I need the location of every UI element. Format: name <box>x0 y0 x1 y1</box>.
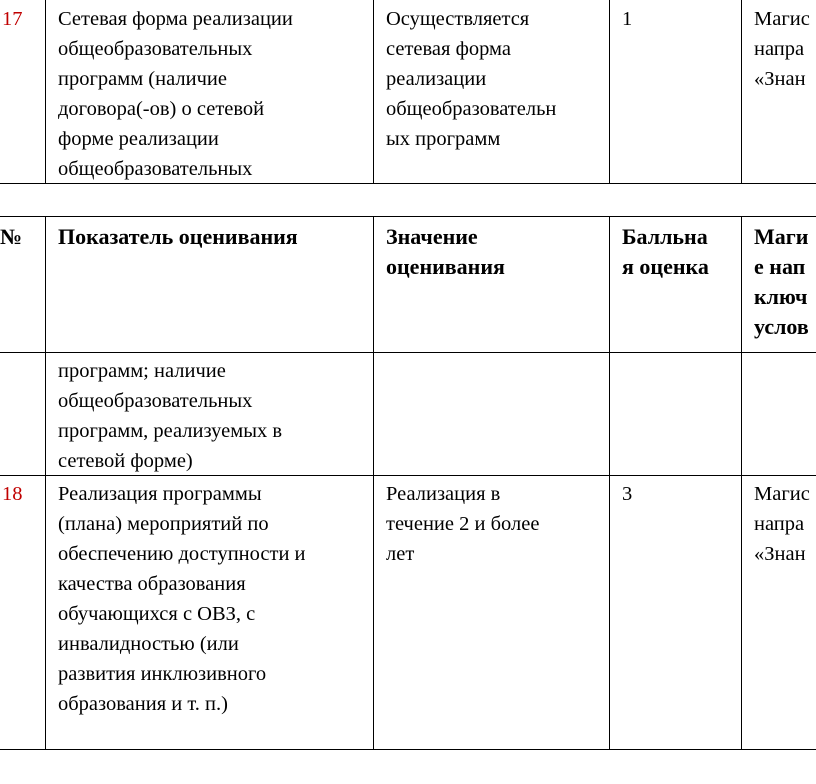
row17-indicator: Сетевая форма реализации общеобразовательных программ (наличие договора(-ов) о сетевой форме реализации общеобразовательных <box>58 8 293 180</box>
row17-score: 1 <box>622 8 633 30</box>
header-top-border <box>0 216 816 217</box>
header-number: № <box>0 224 23 249</box>
col-border-1b <box>45 216 46 750</box>
row18-bottom-border <box>0 749 816 750</box>
col-border-3 <box>609 0 610 183</box>
row18-number: 18 <box>2 483 23 505</box>
row17-number: 17 <box>2 8 23 30</box>
row17-indicator-continued: программ; наличие общеобразовательных программ, реализуемых в сетевой форме) <box>58 360 283 472</box>
row18-value: Реализация в течение 2 и более лет <box>386 483 540 565</box>
header-value: Значение оценивания <box>386 224 505 279</box>
col-border-2 <box>373 0 374 183</box>
header-score: Балльна я оценка <box>622 224 709 279</box>
col-border-2b <box>373 216 374 750</box>
row17-value: Осуществляется сетевая форма реализации общеобразовательн ых программ <box>386 8 557 150</box>
header-indicator: Показатель оценивания <box>58 224 298 249</box>
header-extra: Маги е нап ключ услов <box>754 224 809 339</box>
col-border-3b <box>609 216 610 750</box>
col-border-1 <box>45 0 46 183</box>
row18-extra: Магис напра «Знан <box>754 483 810 565</box>
row18-indicator: Реализация программы (плана) мероприятий по обеспечению доступности и качества образования обучающихся с ОВЗ, с инвалидностью (или развития инклюзивного образования и т. п.) <box>58 483 306 715</box>
row17-extra: Магис напра «Знан <box>754 8 810 90</box>
col-border-4b <box>741 216 742 750</box>
row18-score: 3 <box>622 483 633 505</box>
header-bottom-border <box>0 352 816 353</box>
col-border-4 <box>741 0 742 183</box>
